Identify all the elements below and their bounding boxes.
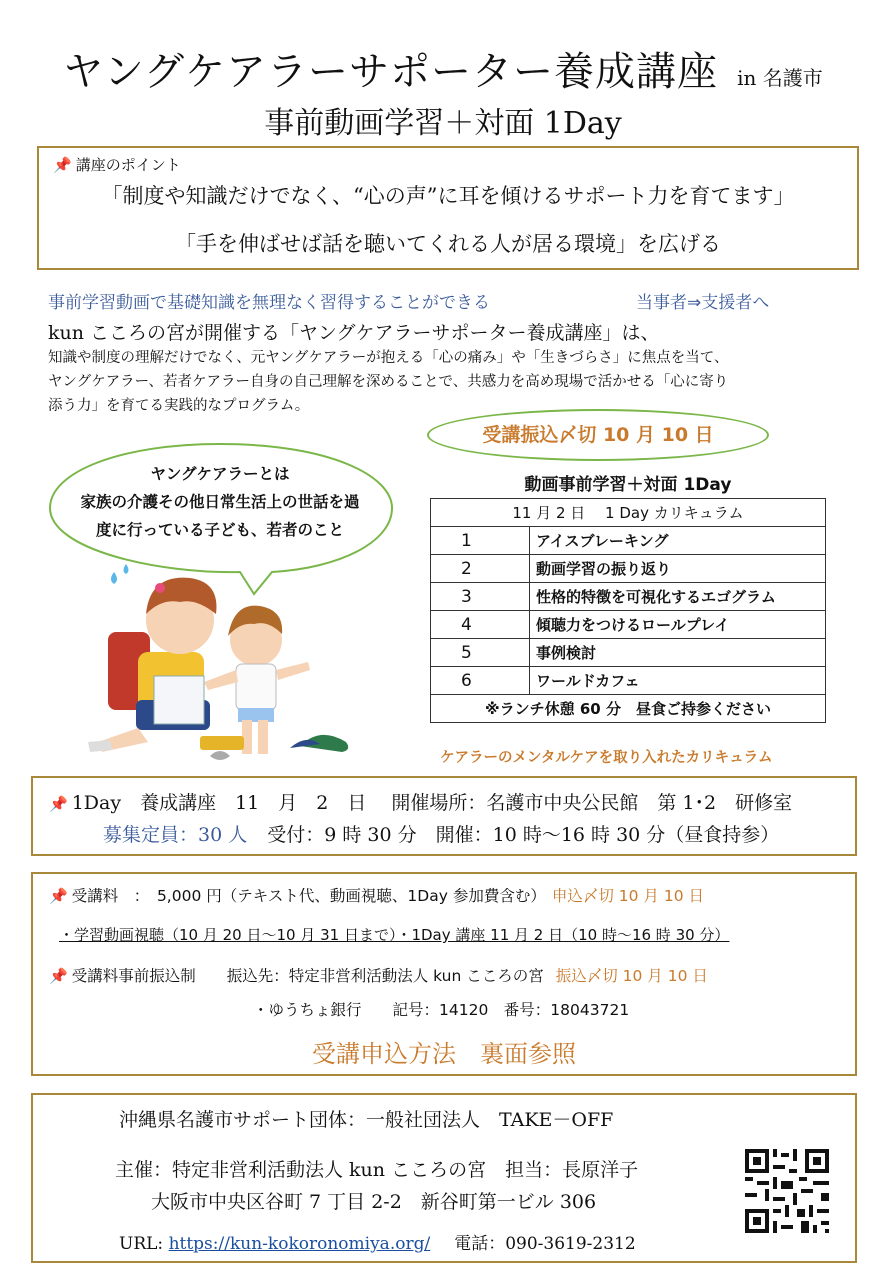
phone-number: 電話：090-3619-2312 xyxy=(454,1234,636,1254)
item-number: 4 xyxy=(431,611,530,639)
bubble-line-3: 度に行っている子ども、若者のこと xyxy=(95,521,344,539)
fees-box xyxy=(31,872,857,1076)
item-label: ワールドカフェ xyxy=(530,667,826,695)
url-label: URL: xyxy=(119,1234,169,1254)
curriculum-header: 11 月 2 日 1 Day カリキュラム xyxy=(431,499,826,527)
event-line-1: 📌 1Day 養成講座 11 月 2 日 開催場所：名護市中央公民館 第 1･2 研修室 xyxy=(49,792,793,814)
pushpin-icon: 📌 xyxy=(49,967,68,985)
curriculum-header-row xyxy=(431,499,826,527)
table-row xyxy=(431,527,826,555)
transfer-deadline: 振込〆切 10 月 10 日 xyxy=(555,967,708,985)
event-box xyxy=(31,776,857,856)
intro-highlight-right: 当事者⇒支援者へ xyxy=(636,293,770,313)
bubble-line-1: ヤングケアラーとは xyxy=(150,465,290,483)
item-number: 3 xyxy=(431,583,530,611)
bank-line: ・ゆうちょ銀行 記号：14120 番号：18043721 xyxy=(253,1001,630,1019)
curriculum-footer-row xyxy=(431,695,826,723)
intro-body-1: 知識や制度の理解だけでなく、元ヤングケアラーが抱える「心の痛み」や「生きづらさ」に焦点を当て、 xyxy=(48,350,729,366)
pushpin-icon: 📌 xyxy=(49,795,68,813)
support-line: 沖縄県名護市サポート団体：一般社団法人 TAKE－OFF xyxy=(119,1109,614,1131)
host-line: 主催：特定非営利活動法人 kun こころの宮 担当：長原洋子 xyxy=(115,1159,639,1181)
item-label: 動画学習の振り返り xyxy=(530,555,826,583)
event-line-2 xyxy=(103,820,779,847)
transfer-line: 📌 受講料事前振込制 振込先：特定非営利活動法人 kun こころの宮 振込〆切 10 月 10 日 xyxy=(49,967,708,985)
page-subtitle: 事前動画学習＋対面 1Day xyxy=(264,106,622,141)
item-label: 性格的特徴を可視化するエゴグラム xyxy=(530,583,826,611)
item-number: 5 xyxy=(431,639,530,667)
curriculum-footer: ※ランチ休憩 60 分 昼食ご持参ください xyxy=(431,695,826,723)
caregiver-illustration xyxy=(68,560,368,770)
curriculum-note: ケアラーのメンタルケアを取り入れたカリキュラム xyxy=(440,750,773,766)
table-row xyxy=(431,639,826,667)
event-times: 受付：9 時 30 分 開催：10 時～16 時 30 分（昼食持参） xyxy=(267,824,780,846)
item-label: アイスブレーキング xyxy=(530,527,826,555)
intro-highlight-left: 事前学習動画で基礎知識を無理なく習得することができる xyxy=(48,293,490,313)
table-row xyxy=(431,555,826,583)
intro-lead: kun こころの宮が開催する「ヤングケアラーサポーター養成講座」は、 xyxy=(48,322,660,344)
address-line: 大阪市中央区谷町 7 丁目 2-2 新谷町第一ビル 306 xyxy=(151,1191,597,1213)
points-line-1: 「制度や知識だけでなく、“心の声”に耳を傾けるサポート力を育てます」 xyxy=(101,184,795,208)
schedule-line: ・学習動画視聴（10 月 20 日～10 月 31 日まで）・1Day 講座 11 月 2 日（10 時～16 時 30 分） xyxy=(59,926,730,944)
points-box xyxy=(37,146,859,270)
item-label: 事例検討 xyxy=(530,639,826,667)
qr-code-icon[interactable] xyxy=(743,1147,831,1235)
deadline-text: 受講振込〆切 10 月 10 日 xyxy=(482,424,714,446)
intro-body-3: 添う力」を育てる実践的なプログラム。 xyxy=(48,398,310,414)
item-number: 1 xyxy=(431,527,530,555)
curriculum-table xyxy=(430,498,826,723)
pushpin-icon: 📌 xyxy=(53,156,72,174)
curriculum-title: 動画事前学習＋対面 1Day xyxy=(524,475,732,495)
footer-box xyxy=(31,1093,857,1263)
table-row xyxy=(431,611,826,639)
website-link[interactable]: https://kun-kokoronomiya.org/ xyxy=(168,1234,431,1254)
event-capacity: 募集定員：30 人 xyxy=(103,824,248,846)
apply-line: 受講申込方法 裏面参照 xyxy=(312,1040,576,1068)
deadline-oval xyxy=(427,409,769,461)
table-row xyxy=(431,667,826,695)
contact-line xyxy=(119,1229,636,1254)
fee-line: 📌 受講料 ： 5,000 円（テキスト代、動画視聴、1Day 参加費含む） 申込〆切 10 月 10 日 xyxy=(49,887,704,905)
item-number: 6 xyxy=(431,667,530,695)
page-title xyxy=(0,40,886,97)
bubble-line-2: 家族の介護その他日常生活上の世話を過 xyxy=(80,493,360,511)
item-label: 傾聴力をつけるロールプレイ xyxy=(530,611,826,639)
points-line-2: 「手を伸ばせば話を聴いてくれる人が居る環境」を広げる xyxy=(175,232,721,256)
intro-body-2: ヤングケアラー、若者ケアラー自身の自己理解を深めることで、共感力を高め現場で活かせる「心に寄り xyxy=(48,374,729,390)
title-location: in 名護市 xyxy=(737,66,823,90)
title-text: ヤングケアラーサポーター養成講座 xyxy=(63,49,719,95)
pushpin-icon: 📌 xyxy=(49,887,68,905)
table-row xyxy=(431,583,826,611)
item-number: 2 xyxy=(431,555,530,583)
points-label: 📌 講座のポイント xyxy=(53,156,181,174)
fee-deadline: 申込〆切 10 月 10 日 xyxy=(551,887,704,905)
bubble-text xyxy=(50,460,390,544)
